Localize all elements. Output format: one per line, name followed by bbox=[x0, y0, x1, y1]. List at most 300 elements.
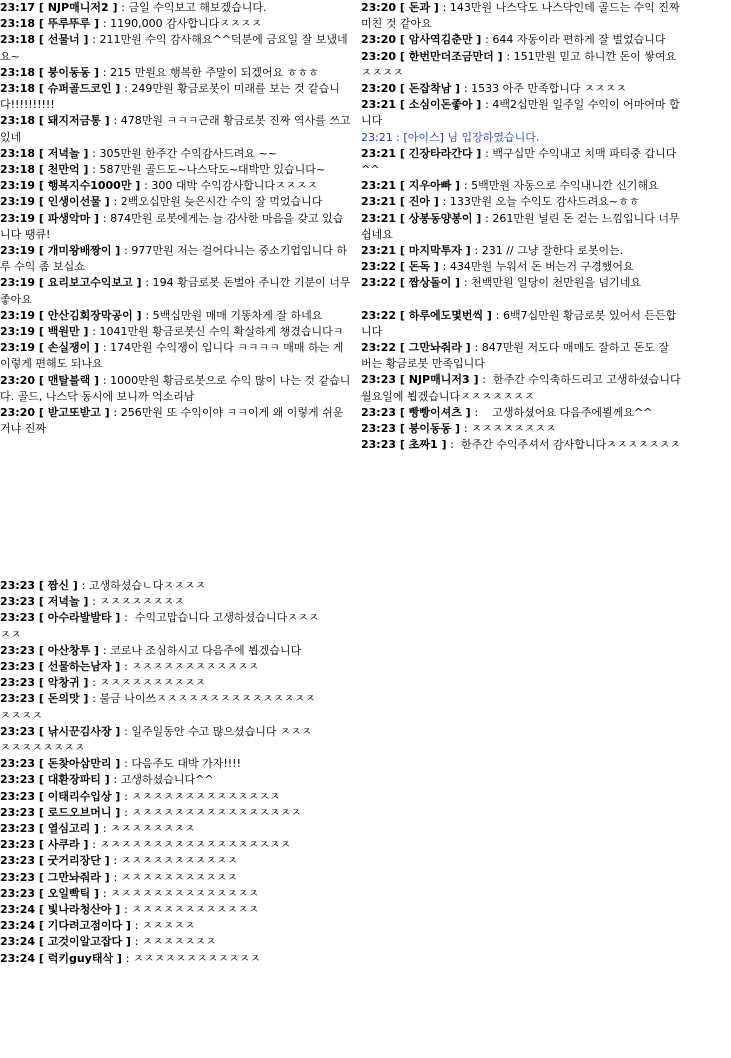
separator: : bbox=[442, 1, 450, 14]
message-time: 23:22 bbox=[361, 308, 397, 322]
bracket-open: [ bbox=[35, 276, 48, 290]
message-nickname: 열심고리 bbox=[47, 822, 91, 836]
bracket-close: ] bbox=[472, 146, 486, 160]
chat-message bbox=[361, 178, 683, 194]
message-time: 23:19 bbox=[0, 195, 36, 209]
chat-message bbox=[0, 340, 352, 372]
message-nickname: 요리보고수익보고 bbox=[47, 276, 133, 290]
chat-message bbox=[361, 49, 683, 81]
separator: : bbox=[485, 98, 493, 112]
message-nickname: 긴장타라간다 bbox=[408, 146, 473, 160]
message-text: 478만원 ㅋㅋㅋ근래 황금로봇 진짜 역사를 쓰고 있네 bbox=[0, 114, 354, 144]
message-time: 23:18 bbox=[0, 163, 36, 177]
bracket-close: ] bbox=[469, 373, 483, 387]
bracket-open: [ bbox=[396, 438, 409, 452]
message-time: 23:23 bbox=[0, 595, 36, 609]
message-nickname: 이태리수입상 bbox=[47, 789, 112, 803]
bracket-open: [ bbox=[35, 789, 48, 803]
bracket-open: [ bbox=[35, 773, 48, 787]
message-nickname: 진아 bbox=[408, 195, 430, 209]
message-nickname: 상봉동양봉이 bbox=[408, 211, 473, 225]
message-text: 1000만원 황금로봇으로 수익 많이 나는 것 같습니다. 골드, 나스닥 동시에 보니까 억소리남 bbox=[0, 373, 351, 403]
chat-message bbox=[0, 789, 320, 805]
message-text: ㅈㅈㅈㅈㅈㅈㅈㅈㅈㅈㅈㅈㅈㅈ bbox=[131, 789, 281, 803]
bracket-open: [ bbox=[35, 146, 48, 160]
message-text: 5백만원 자동으로 수익내니깐 신기해요 bbox=[471, 179, 659, 193]
bracket-open: [ bbox=[396, 405, 409, 419]
bracket-open: [ bbox=[396, 179, 409, 193]
bracket-close: ] bbox=[429, 195, 443, 209]
message-nickname: 저녁놀 bbox=[47, 146, 80, 160]
message-time: 23:23 bbox=[0, 838, 36, 852]
separator: : bbox=[125, 951, 133, 965]
separator: : bbox=[124, 244, 132, 258]
chat-message bbox=[361, 0, 683, 32]
separator: : bbox=[442, 260, 450, 274]
bracket-close: ] bbox=[113, 951, 126, 965]
bracket-open: [ bbox=[396, 341, 409, 355]
message-time: 23:23 bbox=[0, 692, 36, 706]
chat-message bbox=[0, 902, 320, 918]
message-time: 23:22 bbox=[361, 276, 397, 290]
bracket-open: [ bbox=[35, 919, 48, 933]
message-text: 6백7십만원 황금로봇 있어서 든든합니다 bbox=[361, 308, 677, 338]
message-text: ㅈㅈㅈㅈㅈㅈㅈ bbox=[141, 935, 217, 949]
bracket-close: ] bbox=[437, 438, 451, 452]
separator: : bbox=[474, 405, 482, 419]
message-time: 23:23 bbox=[0, 676, 36, 690]
chat-message bbox=[0, 81, 352, 113]
message-text: 256만원 또 수익이야 ㅋㅋ이게 왜 이렇게 쉬운 거냐 진짜 bbox=[0, 406, 347, 436]
message-nickname: 암사역김춘만 bbox=[408, 33, 473, 47]
separator: : bbox=[506, 49, 514, 63]
separator: : bbox=[463, 422, 472, 436]
message-time: 23:20 bbox=[361, 1, 397, 14]
message-time: 23:18 bbox=[0, 33, 36, 47]
chat-message bbox=[0, 886, 320, 902]
chat-message bbox=[0, 32, 352, 64]
message-text: ㅈㅈㅈㅈㅈㅈㅈㅈㅈㅈ bbox=[99, 676, 206, 690]
separator: : bbox=[474, 341, 482, 355]
separator: : bbox=[485, 211, 493, 225]
message-nickname: 악창귀 bbox=[47, 676, 80, 690]
message-time: 23:19 bbox=[0, 244, 36, 258]
message-text: 300 대박 수익감사합니다ㅈㅈㅈㅈ bbox=[151, 179, 318, 193]
message-time: 23:21 bbox=[361, 179, 397, 193]
message-text: 133만원 오늘 수익도 감사드려요~ㅎㅎ bbox=[449, 195, 640, 209]
message-time: 23:23 bbox=[361, 405, 397, 419]
separator: : bbox=[474, 244, 482, 258]
message-time: 23:23 bbox=[0, 724, 36, 738]
message-text: 1041만원 황금로봇신 수익 확실하게 챙겼습니다ㅋ bbox=[99, 325, 344, 339]
message-text: 1533 아주 만족합니다 ㅈㅈㅈㅈ bbox=[471, 82, 627, 96]
separator: : bbox=[463, 82, 472, 96]
bracket-close: ] bbox=[451, 422, 464, 436]
bracket-open: [ bbox=[35, 65, 48, 79]
message-text: 금일 수익보고 해보겠습니다. bbox=[128, 1, 267, 14]
separator: : bbox=[124, 660, 132, 674]
message-text: 5백십만원 매매 기똥차게 잘 하네요 bbox=[152, 308, 323, 322]
bracket-close: ] bbox=[131, 179, 145, 193]
message-nickname: 파생악마 bbox=[47, 211, 91, 225]
message-nickname: 사쿠라 bbox=[47, 838, 80, 852]
bracket-open: [ bbox=[35, 244, 48, 258]
chat-message bbox=[0, 194, 352, 210]
message-time: 23:20 bbox=[0, 373, 36, 387]
message-text: 불금 나이쓰ㅈㅈㅈㅈㅈㅈㅈㅈㅈㅈㅈㅈㅈㅈㅈㅈㅈㅈㅈ bbox=[0, 692, 316, 722]
message-text: 261만원 널린 돈 걷는 느낌입니다 너무 쉽네요 bbox=[361, 211, 684, 241]
message-time: 23:19 bbox=[0, 341, 36, 355]
message-text: 151만원 믿고 하니깐 돈이 쌓여요 ㅈㅈㅈㅈ bbox=[361, 49, 680, 79]
message-text: 수익고맙습니다 고생하셨습니다ㅈㅈㅈㅈㅈ bbox=[0, 611, 319, 641]
separator: : bbox=[113, 870, 121, 884]
chat-message bbox=[0, 243, 352, 275]
bracket-open: [ bbox=[396, 1, 409, 14]
bracket-open: [ bbox=[396, 98, 409, 112]
message-time: 23:23 bbox=[0, 773, 36, 787]
message-nickname: 안산김회장막공이 bbox=[47, 308, 133, 322]
message-nickname: 아수라발발타 bbox=[47, 611, 112, 625]
bracket-open: [ bbox=[35, 325, 48, 339]
message-nickname: 초짜1 bbox=[408, 438, 438, 452]
bracket-open: [ bbox=[396, 308, 409, 322]
bracket-open: [ bbox=[35, 903, 48, 917]
message-time: 23:20 bbox=[361, 82, 397, 96]
separator: : bbox=[144, 179, 152, 193]
separator: : bbox=[124, 611, 132, 625]
message-text: ㅈㅈㅈㅈㅈㅈㅈㅈㅈㅈㅈㅈㅈㅈㅈㅈ bbox=[131, 805, 302, 819]
chat-message bbox=[0, 643, 320, 659]
message-nickname: 뚜루뚜루 bbox=[47, 17, 91, 31]
message-text: 고생하셨습ㄴ다ㅈㅈㅈㅈ bbox=[88, 579, 206, 592]
chat-message bbox=[0, 675, 320, 691]
separator: : bbox=[113, 114, 121, 128]
chat-message bbox=[361, 275, 683, 291]
message-text: 231 // 그냥 잘한다 로봇이는. bbox=[481, 244, 624, 258]
message-text: 한주간 수익축하드리고 고생하셨습니다 월요일에 뵙겠습니다ㅈㅈㅈㅈㅈㅈㅈ bbox=[361, 373, 685, 403]
chat-message bbox=[361, 259, 683, 275]
bracket-open: [ bbox=[35, 17, 48, 31]
separator: : bbox=[92, 692, 100, 706]
message-time: 23:21 bbox=[361, 244, 397, 258]
message-text: ㅈㅈㅈㅈㅈㅈㅈㅈㅈㅈㅈㅈ bbox=[131, 660, 259, 674]
separator: : bbox=[463, 276, 472, 290]
message-time: 23:23 bbox=[0, 886, 36, 900]
separator: : bbox=[450, 438, 458, 452]
bracket-close: ] bbox=[100, 195, 114, 209]
chat-message bbox=[361, 340, 683, 372]
bracket-open: [ bbox=[35, 114, 48, 128]
bracket-close: ] bbox=[132, 308, 146, 322]
bracket-open: [ bbox=[35, 179, 48, 193]
separator: : bbox=[113, 854, 121, 868]
bracket-open: [ bbox=[35, 822, 48, 836]
chat-message bbox=[361, 243, 683, 259]
separator: : bbox=[442, 195, 450, 209]
message-nickname: 백원만 bbox=[47, 325, 80, 339]
chat-message bbox=[0, 610, 320, 642]
message-text: 코로나 조심하시고 다음주에 뵙겠습니다 bbox=[110, 643, 302, 657]
bracket-open: [ bbox=[35, 643, 48, 657]
message-text: 143만원 나스닥도 나스닥인데 골드는 수익 진짜 미친 것 같아요 bbox=[361, 1, 684, 31]
separator: : bbox=[485, 33, 493, 47]
separator: : bbox=[81, 579, 89, 592]
chat-message bbox=[0, 691, 320, 723]
message-time: 23:24 bbox=[0, 919, 36, 933]
message-time: 23:24 bbox=[0, 951, 36, 965]
chat-message bbox=[0, 772, 320, 788]
message-text: 일주일동안 수고 많으셨습니다 ㅈㅈㅈㅈㅈㅈㅈㅈㅈㅈㅈ bbox=[0, 724, 312, 755]
message-nickname: 돈의맛 bbox=[47, 692, 80, 706]
separator: : bbox=[124, 757, 132, 771]
message-nickname: 지우아빠 bbox=[408, 179, 452, 193]
chat-message bbox=[361, 372, 683, 404]
separator: : bbox=[102, 373, 111, 387]
chat-message bbox=[0, 724, 320, 756]
message-nickname: 돈과 bbox=[408, 1, 430, 14]
message-text: 211만원 수익 감사해요^^덕분에 금요일 잘 보냈네요~ bbox=[0, 33, 348, 63]
separator: : bbox=[113, 773, 121, 787]
bracket-open: [ bbox=[35, 595, 48, 609]
bracket-open: [ bbox=[396, 146, 409, 160]
bracket-close: ] bbox=[79, 692, 93, 706]
separator: : bbox=[124, 805, 132, 819]
message-time: 23:20 bbox=[361, 33, 397, 47]
message-time: 23:22 bbox=[361, 260, 397, 274]
message-nickname: 선물너 bbox=[47, 33, 80, 47]
bracket-close: ] bbox=[483, 308, 496, 322]
message-time: 23:19 bbox=[0, 308, 36, 322]
message-text: 2백오십만원 늦은시간 수익 잘 먹었습니다 bbox=[120, 195, 323, 209]
bracket-close: ] bbox=[429, 1, 443, 14]
bracket-open: [ bbox=[35, 195, 48, 209]
message-text: ㅈㅈㅈㅈㅈㅈㅈㅈㅈㅈㅈ bbox=[120, 870, 238, 884]
message-text: ㅈㅈㅈㅈㅈ bbox=[141, 919, 196, 933]
bracket-open: [ bbox=[35, 951, 48, 965]
bracket-close: ] bbox=[461, 341, 475, 355]
separator: : bbox=[495, 308, 503, 322]
bracket-open: [ bbox=[35, 838, 48, 852]
message-time: 23:24 bbox=[0, 903, 36, 917]
chat-log-panel-2 bbox=[361, 0, 683, 527]
separator: : bbox=[92, 325, 100, 339]
bracket-close: ] bbox=[79, 146, 93, 160]
message-nickname: 고것이알고잡다 bbox=[47, 935, 123, 949]
chat-message bbox=[361, 437, 683, 453]
message-text: 847만원 저도다 매매도 잘하고 돈도 잘 버는 황금로봇 만족입니다 bbox=[361, 341, 673, 371]
bracket-open: [ bbox=[35, 611, 48, 625]
message-time: 23:21 bbox=[361, 195, 397, 209]
chat-message bbox=[0, 756, 320, 772]
message-time: 23:19 bbox=[0, 179, 36, 193]
message-time: 23:24 bbox=[0, 935, 36, 949]
message-time: 23:23 bbox=[0, 643, 36, 657]
message-text: 249만원 황금로봇이 미래를 보는 것 같습니다!!!!!!!!!! bbox=[0, 82, 340, 112]
message-text: ㅈㅈㅈㅈㅈㅈㅈㅈㅈㅈㅈㅈㅈㅈㅈㅈㅈㅈ bbox=[99, 838, 291, 852]
bracket-close: ] bbox=[111, 660, 125, 674]
message-text: ㅈㅈㅈㅈㅈㅈㅈㅈㅈㅈㅈ bbox=[120, 854, 238, 868]
message-time: 23:23 bbox=[361, 438, 397, 452]
bracket-close: ] bbox=[132, 276, 146, 290]
bracket-close: ] bbox=[111, 757, 125, 771]
separator: : bbox=[92, 838, 100, 852]
bracket-open: [ bbox=[35, 33, 48, 47]
separator: : bbox=[92, 146, 100, 160]
bracket-open: [ bbox=[35, 1, 48, 14]
bracket-open: [ bbox=[35, 579, 48, 592]
bracket-open: [ bbox=[35, 757, 48, 771]
bracket-close: ] bbox=[90, 17, 103, 31]
chat-log-panel-1 bbox=[0, 0, 352, 530]
separator: : bbox=[121, 1, 129, 14]
chat-log-panel-3 bbox=[0, 578, 320, 1058]
separator: : bbox=[92, 33, 100, 47]
message-text: ㅈㅈㅈㅈㅈㅈㅈㅈㅈㅈㅈㅈ bbox=[131, 903, 259, 917]
message-time: 23:21 bbox=[361, 146, 397, 160]
bracket-close: ] bbox=[100, 114, 114, 128]
spacer bbox=[361, 292, 683, 308]
bracket-close: ] bbox=[111, 724, 125, 738]
message-nickname: 슈퍼골드코인 bbox=[47, 82, 112, 96]
message-nickname: 굿거리장단 bbox=[47, 854, 101, 868]
bracket-close: ] bbox=[90, 65, 103, 79]
chat-message bbox=[0, 659, 320, 675]
message-time: 23:18 bbox=[0, 65, 36, 79]
bracket-close: ] bbox=[493, 49, 507, 63]
message-time: 23:19 bbox=[0, 325, 36, 339]
chat-message bbox=[0, 0, 352, 16]
chat-message bbox=[361, 421, 683, 437]
message-text: 305만원 한주간 수익감사드려요 ~~ bbox=[99, 146, 277, 160]
separator: : bbox=[102, 886, 111, 900]
message-time: 23:18 bbox=[0, 17, 36, 31]
chat-message bbox=[0, 324, 352, 340]
bracket-close: ] bbox=[111, 244, 125, 258]
bracket-open: [ bbox=[396, 373, 409, 387]
message-nickname: 짬신 bbox=[47, 579, 69, 592]
separator: : bbox=[92, 595, 100, 609]
message-time: 23:18 bbox=[0, 114, 36, 128]
separator: : bbox=[134, 935, 142, 949]
message-nickname: NJP매니저3 bbox=[408, 373, 470, 387]
chat-message bbox=[361, 146, 683, 178]
message-nickname: 짬상돌이 bbox=[408, 276, 452, 290]
chat-message bbox=[0, 146, 352, 162]
chat-message bbox=[0, 162, 352, 178]
bracket-close: ] bbox=[472, 211, 486, 225]
bracket-open: [ bbox=[396, 195, 409, 209]
chat-message bbox=[361, 308, 683, 340]
message-nickname: 로드오브머니 bbox=[47, 805, 112, 819]
message-nickname: 맨탈블랙 bbox=[47, 373, 91, 387]
message-nickname: 럭키guy태삭 bbox=[47, 951, 114, 965]
bracket-close: ] bbox=[79, 676, 93, 690]
bracket-close: ] bbox=[90, 373, 103, 387]
message-nickname: 행복지수1000만 bbox=[47, 179, 132, 193]
bracket-close: ] bbox=[90, 822, 103, 836]
bracket-open: [ bbox=[35, 870, 48, 884]
message-nickname: 돈잡착남 bbox=[408, 82, 452, 96]
chat-message bbox=[0, 578, 320, 594]
bracket-close: ] bbox=[79, 163, 93, 177]
separator: : bbox=[485, 146, 493, 160]
bracket-open: [ bbox=[35, 935, 48, 949]
separator: : bbox=[102, 17, 111, 31]
message-nickname: 그만놔줘라 bbox=[47, 870, 101, 884]
chat-message bbox=[0, 594, 320, 610]
message-text: 174만원 수익쟁이 입니다 ㅋㅋㅋㅋ 매매 하는 게 이렇게 편해도 되나요 bbox=[0, 341, 347, 371]
chat-message bbox=[361, 194, 683, 210]
bracket-open: [ bbox=[396, 244, 409, 258]
message-nickname: 개미왕배짱이 bbox=[47, 244, 112, 258]
bracket-open: [ bbox=[35, 211, 48, 225]
bracket-close: ] bbox=[451, 82, 464, 96]
bracket-open: [ bbox=[35, 341, 48, 355]
chat-message bbox=[0, 405, 352, 437]
separator: : bbox=[124, 724, 132, 738]
chat-message bbox=[0, 918, 320, 934]
bracket-open: [ bbox=[35, 886, 48, 900]
message-time: 23:23 bbox=[361, 422, 397, 436]
message-nickname: 저녁놀 bbox=[47, 595, 80, 609]
bracket-close: ] bbox=[451, 276, 464, 290]
bracket-close: ] bbox=[100, 870, 114, 884]
message-text: 215 만원요 행복한 주말이 되겠어요 ㅎㅎㅎ bbox=[110, 65, 319, 79]
message-nickname: 그만놔줘라 bbox=[408, 341, 462, 355]
message-time: 23:21 bbox=[361, 211, 397, 225]
message-time: 23:22 bbox=[361, 341, 397, 355]
bracket-close: ] bbox=[90, 211, 103, 225]
message-text: 백구십만 수익내고 치맥 파티중 갑니다^^ bbox=[361, 146, 677, 177]
message-text: ㅈㅈㅈㅈㅈㅈㅈㅈㅈㅈㅈㅈ bbox=[132, 951, 261, 965]
message-time: 23:23 bbox=[0, 757, 36, 771]
bracket-open: [ bbox=[35, 406, 48, 420]
chat-message bbox=[0, 373, 352, 405]
chat-message bbox=[0, 275, 352, 307]
bracket-close: ] bbox=[79, 325, 93, 339]
message-text: 977만원 저는 걸어다니는 중소기업입니다 하루 수익 좀 보십쇼 bbox=[0, 244, 347, 274]
bracket-open: [ bbox=[396, 260, 409, 274]
chat-message bbox=[0, 837, 320, 853]
separator: : bbox=[124, 82, 132, 96]
message-nickname: 붕이동동 bbox=[408, 422, 452, 436]
bracket-close: ] bbox=[90, 643, 103, 657]
message-time: 23:18 bbox=[0, 82, 36, 96]
message-nickname: NJP매니저2 bbox=[47, 1, 109, 14]
separator: : bbox=[92, 163, 100, 177]
chat-message bbox=[361, 97, 683, 129]
bracket-close: ] bbox=[451, 179, 464, 193]
message-nickname: 돈독 bbox=[408, 260, 430, 274]
bracket-close: ] bbox=[111, 611, 125, 625]
message-nickname: 마지막투자 bbox=[408, 244, 462, 258]
bracket-close: ] bbox=[90, 341, 103, 355]
message-nickname: 받고또받고 bbox=[47, 406, 101, 420]
bracket-close: ] bbox=[429, 260, 443, 274]
message-nickname: 인생이선물 bbox=[47, 195, 101, 209]
bracket-open: [ bbox=[396, 82, 409, 96]
bracket-close: ] bbox=[111, 903, 125, 917]
message-time: 23:20 bbox=[361, 49, 397, 63]
bracket-open: [ bbox=[35, 854, 48, 868]
bracket-close: ] bbox=[472, 98, 486, 112]
bracket-close: ] bbox=[79, 33, 93, 47]
bracket-open: [ bbox=[35, 373, 48, 387]
message-time: 23:19 bbox=[0, 276, 36, 290]
bracket-close: ] bbox=[122, 935, 135, 949]
bracket-close: ] bbox=[68, 579, 82, 592]
bracket-open: [ bbox=[35, 676, 48, 690]
